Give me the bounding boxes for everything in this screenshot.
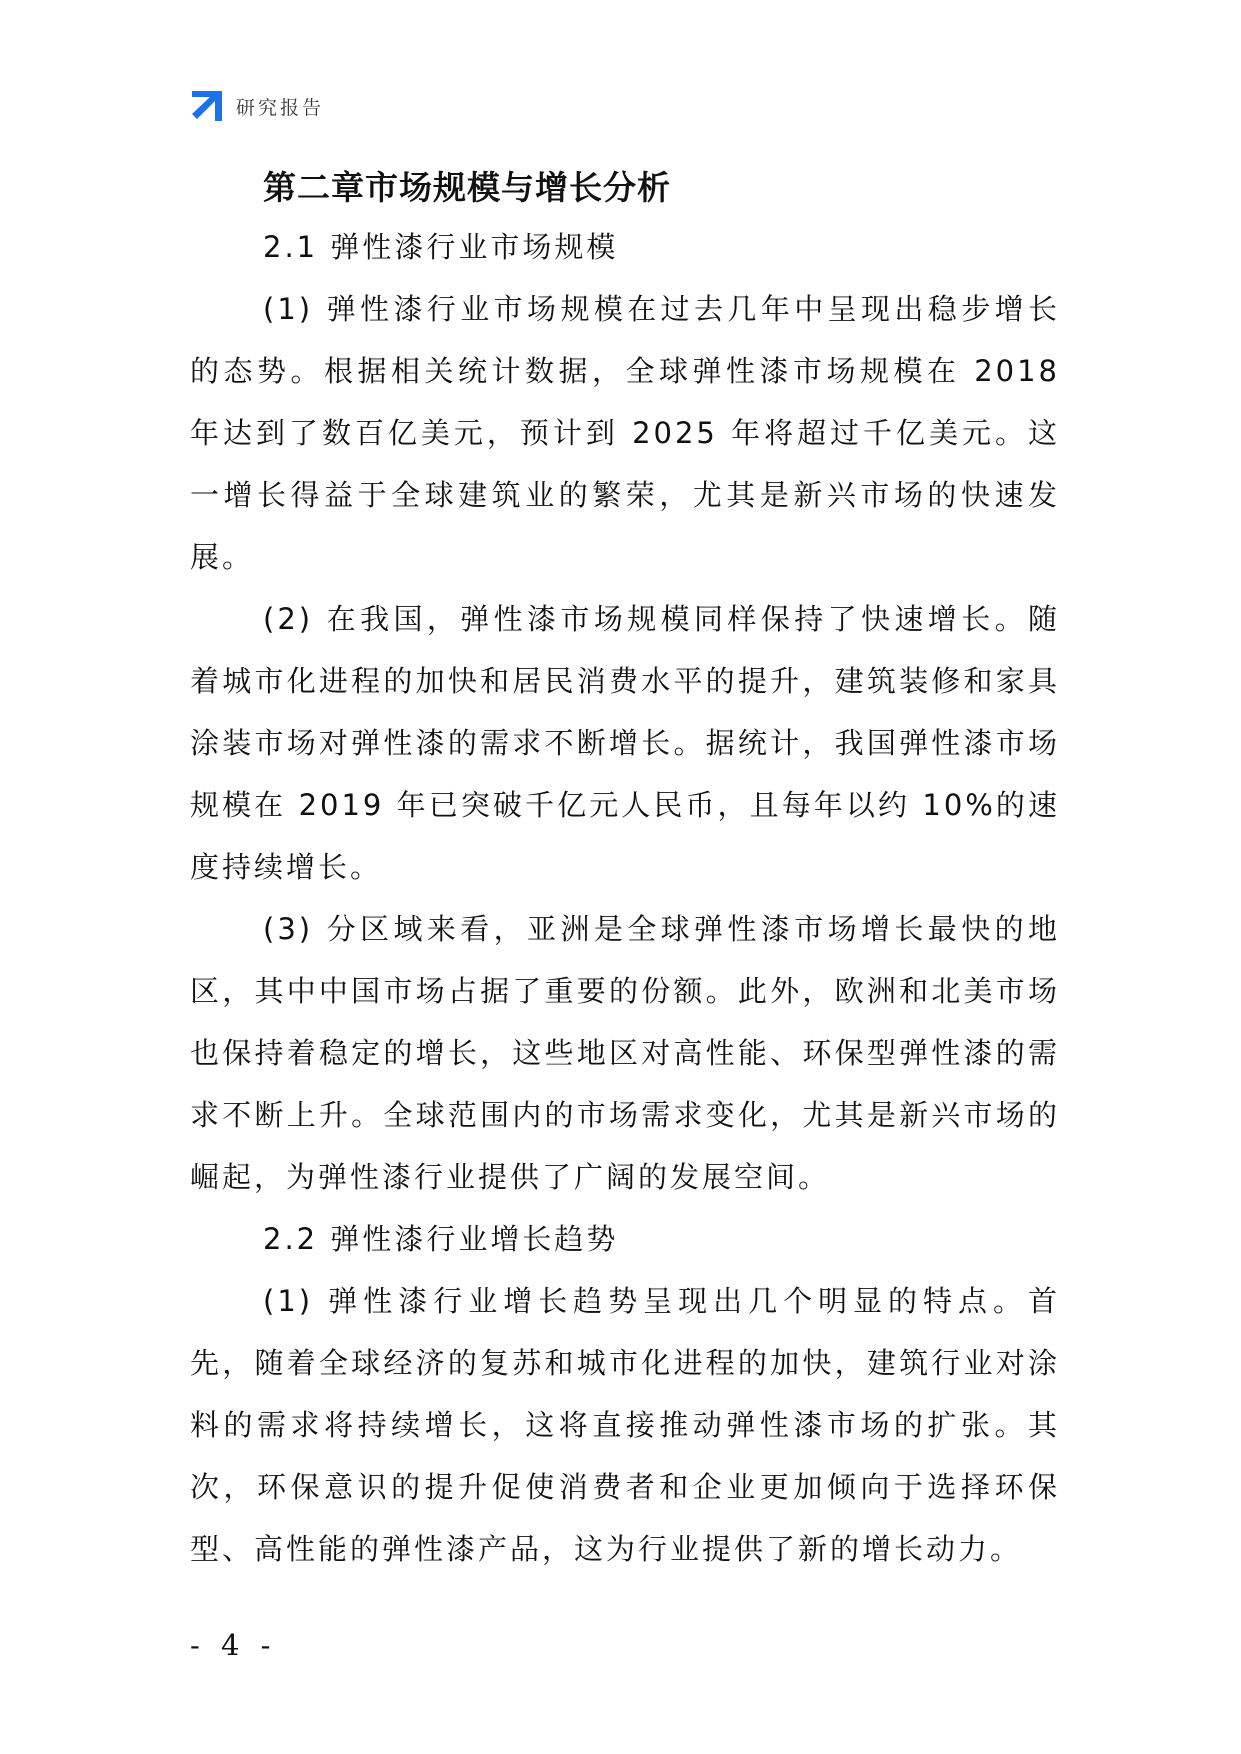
chapter-title: 第二章市场规模与增长分析 (263, 168, 671, 207)
paragraph: (2) 在我国，弹性漆市场规模同样保持了快速增长。随着城市化进程的加快和居民消费水平的提升，建筑装修和家具涂装市场对弹性漆的需求不断增长。据统计，我国弹性漆市场规模在 2019 年已突破千亿元人民币，且每年以约 10%的速度持续增长。 (190, 602, 1060, 884)
page-number: - 4 - (190, 1628, 277, 1662)
arrow-logo-icon (190, 89, 224, 123)
paragraph: (1) 弹性漆行业市场规模在过去几年中呈现出稳步增长的态势。根据相关统计数据，全球弹性漆市场规模在 2018 年达到了数百亿美元，预计到 2025 年将超过千亿美元。这一增长得益于全球建筑业的繁荣，尤其是新兴市场的快速发展。 (190, 292, 1060, 574)
section-heading-2-2: 2.2 弹性漆行业增长趋势 (263, 1222, 619, 1256)
section-heading-2-1: 2.1 弹性漆行业市场规模 (263, 230, 619, 264)
document-body (190, 160, 1060, 1580)
paragraph: (1) 弹性漆行业增长趋势呈现出几个明显的特点。首先，随着全球经济的复苏和城市化进程的加快，建筑行业对涂料的需求将持续增长，这将直接推动弹性漆市场的扩张。其次，环保意识的提升促使消费者和企业更加倾向于选择环保型、高性能的弹性漆产品，这为行业提供了新的增长动力。 (190, 1284, 1060, 1566)
page-header (190, 88, 324, 124)
paragraph: (3) 分区域来看，亚洲是全球弹性漆市场增长最快的地区，其中中国市场占据了重要的份额。此外，欧洲和北美市场也保持着稳定的增长，这些地区对高性能、环保型弹性漆的需求不断上升。全球范围内的市场需求变化，尤其是新兴市场的崛起，为弹性漆行业提供了广阔的发展空间。 (190, 912, 1060, 1194)
header-label: 研究报告 (236, 96, 325, 119)
